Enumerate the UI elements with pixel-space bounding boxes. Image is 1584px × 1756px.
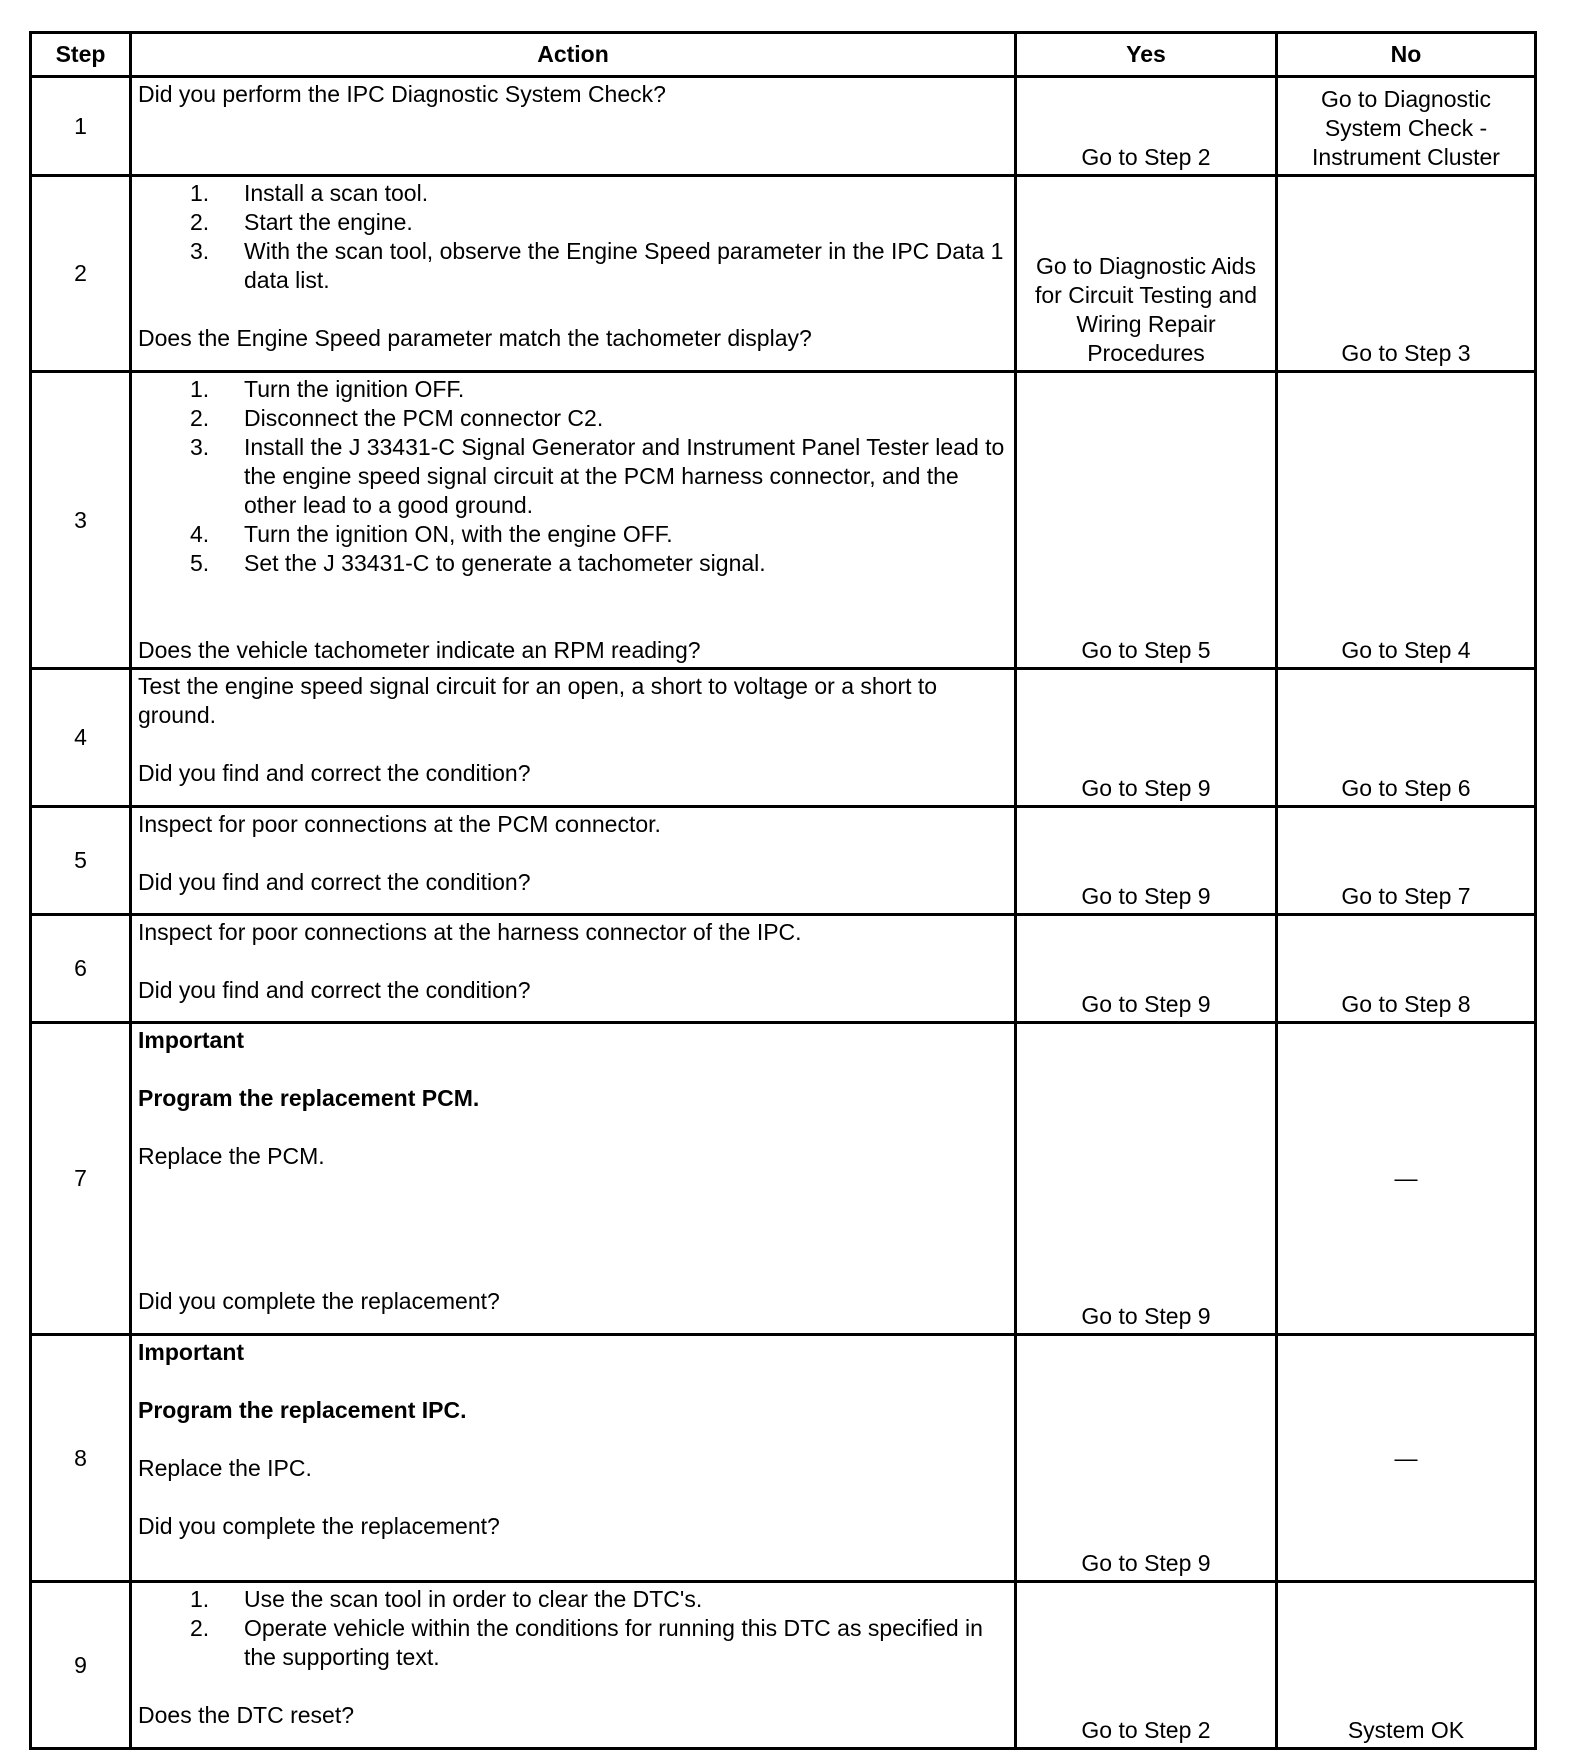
step-number: 4 bbox=[31, 669, 131, 807]
important-label: Important bbox=[138, 1339, 245, 1365]
instruction-list bbox=[138, 1585, 1008, 1672]
table-row bbox=[31, 669, 1536, 807]
no-result: Go to Step 3 bbox=[1277, 176, 1536, 372]
step-number: 8 bbox=[31, 1335, 131, 1582]
no-result: — bbox=[1277, 1023, 1536, 1335]
header-step: Step bbox=[31, 33, 131, 77]
question-text: Did you complete the replacement? bbox=[138, 1513, 500, 1539]
important-label: Important bbox=[138, 1027, 245, 1053]
step-number: 2 bbox=[31, 176, 131, 372]
question-text: Does the Engine Speed parameter match the tachometer display? bbox=[138, 325, 812, 351]
list-item: 1. Turn the ignition OFF. bbox=[190, 376, 465, 402]
header-yes: Yes bbox=[1016, 33, 1277, 77]
question-text: Did you complete the replacement? bbox=[138, 1288, 500, 1314]
action-cell bbox=[131, 807, 1016, 915]
table-row bbox=[31, 176, 1536, 372]
instruction-text: Inspect for poor connections at the PCM connector. bbox=[138, 811, 661, 837]
instruction-text: Replace the IPC. bbox=[138, 1455, 312, 1481]
instruction-list bbox=[138, 179, 1008, 295]
diagnostic-table bbox=[29, 31, 1537, 1750]
action-cell bbox=[131, 1335, 1016, 1582]
table-row bbox=[31, 372, 1536, 669]
question-text: Did you perform the IPC Diagnostic System Check? bbox=[138, 81, 666, 107]
yes-result: Go to Step 5 bbox=[1016, 372, 1277, 669]
action-cell bbox=[131, 915, 1016, 1023]
yes-result: Go to Step 9 bbox=[1016, 807, 1277, 915]
table-row bbox=[31, 915, 1536, 1023]
list-item: 5. Set the J 33431-C to generate a tachometer signal. bbox=[190, 550, 766, 576]
yes-result: Go to Diagnostic Aids for Circuit Testing and Wiring Repair Procedures bbox=[1016, 176, 1277, 372]
no-result: — bbox=[1277, 1335, 1536, 1582]
no-result: Go to Step 8 bbox=[1277, 915, 1536, 1023]
list-item: 3. Install the J 33431-C Signal Generator and Instrument Panel Tester lead to the engine speed signal circuit at the PCM harness connector, and the other lead to a good ground. bbox=[190, 434, 1005, 518]
important-note: Program the replacement PCM. bbox=[138, 1085, 480, 1111]
yes-result: Go to Step 2 bbox=[1016, 77, 1277, 176]
list-item: 1. Use the scan tool in order to clear the DTC's. bbox=[190, 1586, 703, 1612]
yes-result: Go to Step 9 bbox=[1016, 1023, 1277, 1335]
step-number: 9 bbox=[31, 1582, 131, 1749]
question-text: Did you find and correct the condition? bbox=[138, 869, 531, 895]
list-item: 4. Turn the ignition ON, with the engine OFF. bbox=[190, 521, 673, 547]
action-cell bbox=[131, 1582, 1016, 1749]
yes-result: Go to Step 9 bbox=[1016, 669, 1277, 807]
instruction-list bbox=[138, 375, 1008, 578]
step-number: 5 bbox=[31, 807, 131, 915]
list-item: 3. With the scan tool, observe the Engine Speed parameter in the IPC Data 1 data list. bbox=[190, 238, 1004, 293]
important-note: Program the replacement IPC. bbox=[138, 1397, 467, 1423]
table-row bbox=[31, 807, 1536, 915]
no-result: Go to Step 6 bbox=[1277, 669, 1536, 807]
list-item: 2. Operate vehicle within the conditions for running this DTC as specified in the supporting text. bbox=[190, 1615, 983, 1670]
question-text: Does the vehicle tachometer indicate an RPM reading? bbox=[138, 637, 701, 663]
table-row bbox=[31, 1582, 1536, 1749]
instruction-text: Test the engine speed signal circuit for an open, a short to voltage or a short to ground. bbox=[138, 673, 938, 728]
action-cell bbox=[131, 77, 1016, 176]
header-no: No bbox=[1277, 33, 1536, 77]
list-item: 2. Start the engine. bbox=[190, 209, 413, 235]
header-action: Action bbox=[131, 33, 1016, 77]
action-cell bbox=[131, 372, 1016, 669]
step-number: 7 bbox=[31, 1023, 131, 1335]
table-row bbox=[31, 77, 1536, 176]
header-row bbox=[31, 33, 1536, 77]
table-row bbox=[31, 1023, 1536, 1335]
no-result: Go to Diagnostic System Check - Instrument Cluster bbox=[1277, 77, 1536, 176]
instruction-text: Inspect for poor connections at the harness connector of the IPC. bbox=[138, 919, 802, 945]
question-text: Did you find and correct the condition? bbox=[138, 977, 531, 1003]
yes-result: Go to Step 9 bbox=[1016, 915, 1277, 1023]
step-number: 6 bbox=[31, 915, 131, 1023]
yes-result: Go to Step 9 bbox=[1016, 1335, 1277, 1582]
no-result: Go to Step 4 bbox=[1277, 372, 1536, 669]
question-text: Does the DTC reset? bbox=[138, 1702, 355, 1728]
list-item: 2. Disconnect the PCM connector C2. bbox=[190, 405, 604, 431]
action-cell bbox=[131, 176, 1016, 372]
question-text: Did you find and correct the condition? bbox=[138, 760, 531, 786]
no-result: System OK bbox=[1277, 1582, 1536, 1749]
step-number: 3 bbox=[31, 372, 131, 669]
instruction-text: Replace the PCM. bbox=[138, 1143, 325, 1169]
yes-result: Go to Step 2 bbox=[1016, 1582, 1277, 1749]
action-cell bbox=[131, 669, 1016, 807]
no-result: Go to Step 7 bbox=[1277, 807, 1536, 915]
table-row bbox=[31, 1335, 1536, 1582]
list-item: 1. Install a scan tool. bbox=[190, 180, 429, 206]
step-number: 1 bbox=[31, 77, 131, 176]
action-cell bbox=[131, 1023, 1016, 1335]
